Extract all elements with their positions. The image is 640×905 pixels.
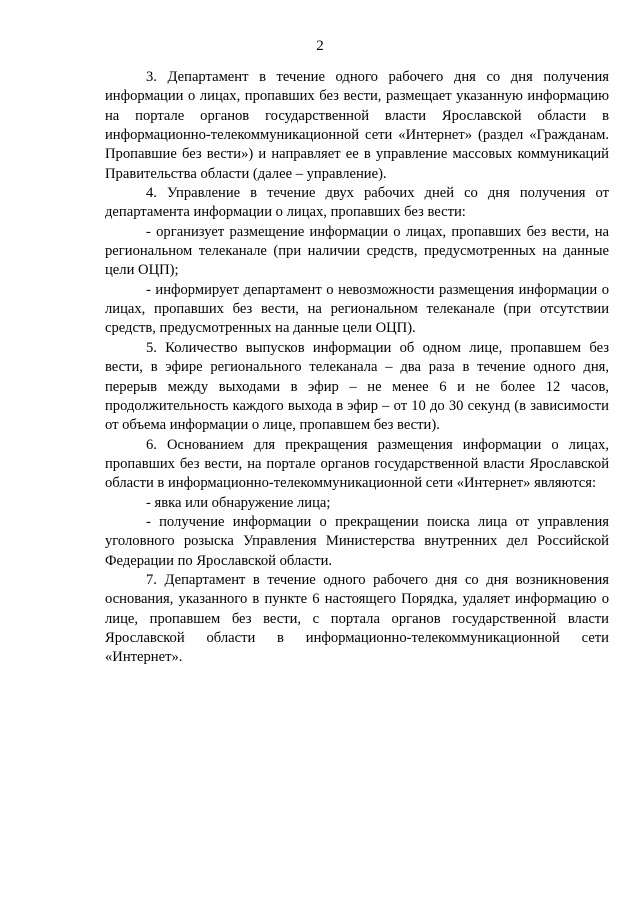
document-body bbox=[105, 68, 609, 668]
page-number: 2 bbox=[316, 38, 324, 54]
paragraph-6-item-appearance: - явка или обнаружение лица; bbox=[146, 494, 331, 511]
paragraph-4-management: 4. Управление в течение двух рабочих дней со дня получения от департамента информации о лицах, пропавших без вести: bbox=[105, 185, 609, 221]
paragraph-6-item-search-stop: - получение информации о прекращении поиска лица от управления уголовного розыска Управления Министерства внутренних дел Российской Федерации по Ярославской области. bbox=[105, 513, 609, 569]
paragraph-4-item-informs: - информирует департамент о невозможности размещения информации о лицах, пропавших без вести, на региональном телеканале (при отсутствии средств, предусмотренных на данные цели ОЦП). bbox=[105, 281, 609, 337]
paragraph-6-termination-grounds: 6. Основанием для прекращения размещения информации о лицах, пропавших без вести, на портале органов государственной власти Ярославской области в информационно-телекоммуникационной сети «Интернет» являются: bbox=[105, 436, 609, 492]
paragraph-5-broadcast-count: 5. Количество выпусков информации об одном лице, пропавшем без вести, в эфире регионального телеканала – два раза в течение одного дня, перерыв между выходами в эфир – не менее 6 и не более 12 часов, продолжительность каждого выхода в эфир – от 10 до 30 секунд (в зависимости от объема информации о лице, пропавшем без вести). bbox=[105, 339, 609, 434]
paragraph-4-item-organizes: - организует размещение информации о лицах, пропавших без вести, на региональном телеканале (при наличии средств, предусмотренных на данные цели ОЦП); bbox=[105, 223, 609, 279]
paragraph-3-publication: 3. Департамент в течение одного рабочего дня со дня получения информации о лицах, пропавших без вести, размещает указанную информацию на портале органов государственной власти Ярославской области в информационно-телекоммуникационной сети «Интернет» (раздел «Гражданам. Пропавшие без вести») и направляет ее в управление массовых коммуникаций Правительства области (далее – управление). bbox=[105, 69, 609, 182]
paragraph-7-removal: 7. Департамент в течение одного рабочего дня со дня возникновения основания, указанного в пункте 6 настоящего Порядка, удаляет информацию о лице, пропавшем без вести, с портала органов государственной власти Ярославской области в информационно-телекоммуникационной сети «Интернет». bbox=[105, 571, 609, 666]
